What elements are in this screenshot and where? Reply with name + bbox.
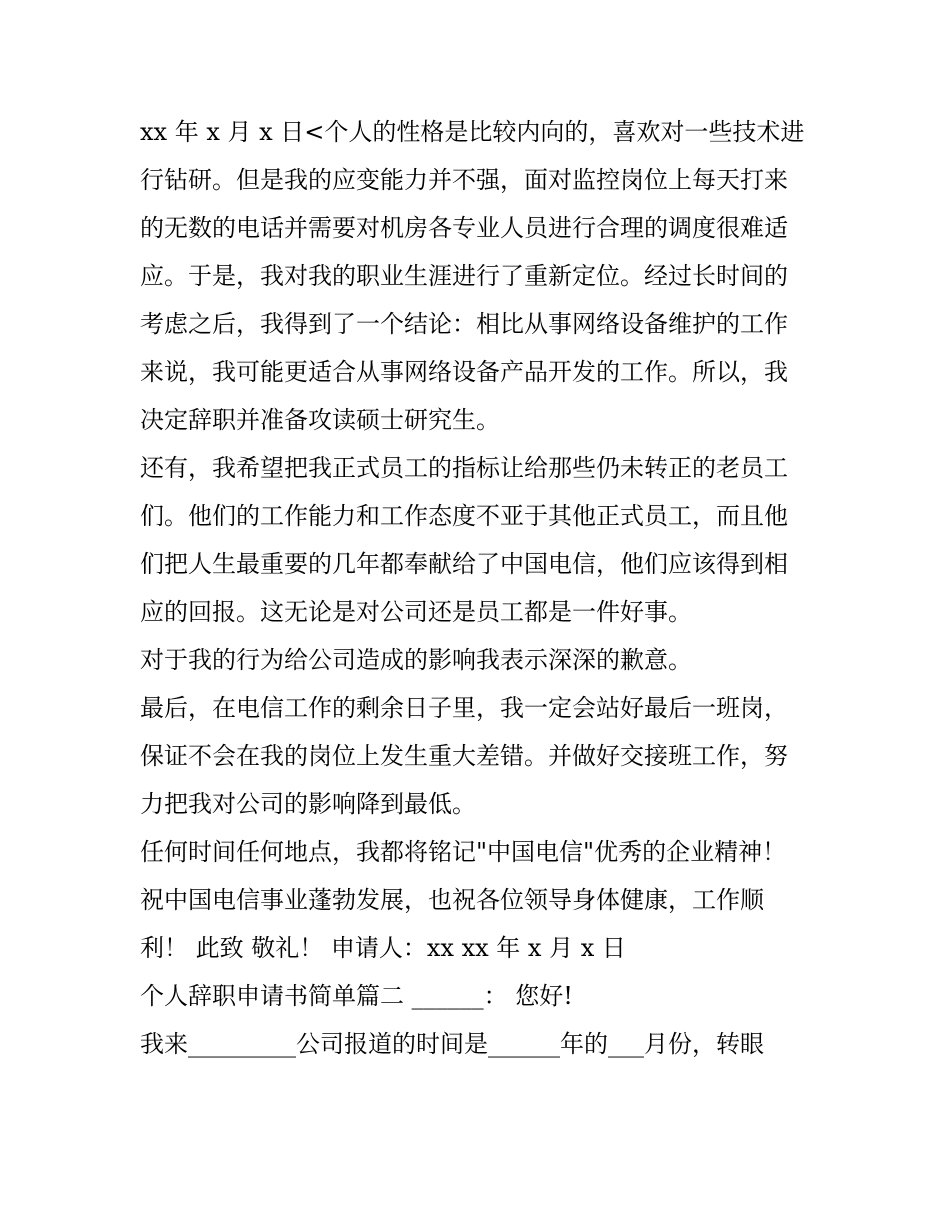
text-line: 决定辞职并准备攻读硕士研究生。 <box>140 406 500 434</box>
text-line: 对于我的行为给公司造成的影响我表示深深的歉意。 <box>140 646 692 674</box>
text-line: 利！ 此致 敬礼！ 申请人：xx xx 年 x 月 x 日 <box>140 934 626 962</box>
section-heading-line: 个人辞职申请书简单篇二 ______： 您好! <box>140 982 573 1010</box>
text-line: 的无数的电话并需要对机房各专业人员进行合理的调度很难适 <box>140 214 788 242</box>
text-line: 任何时间任何地点，我都将铭记"中国电信"优秀的企业精神！ <box>140 838 787 866</box>
text-line: 来说，我可能更适合从事网络设备产品开发的工作。所以，我 <box>140 358 788 386</box>
text-line: 祝中国电信事业蓬勃发展，也祝各位领导身体健康，工作顺 <box>140 886 764 914</box>
text-line: 们把人生最重要的几年都奉献给了中国电信，他们应该得到相 <box>140 550 788 578</box>
text-line: 保证不会在我的岗位上发生重大差错。并做好交接班工作，努 <box>140 742 788 770</box>
text-line: 考虑之后，我得到了一个结论：相比从事网络设备维护的工作 <box>140 310 788 338</box>
text-line: 还有，我希望把我正式员工的指标让给那些仍未转正的老员工 <box>140 454 788 482</box>
text-line: 最后，在电信工作的剩余日子里，我一定会站好最后一班岗， <box>140 694 788 722</box>
text-line: 们。他们的工作能力和工作态度不亚于其他正式员工，而且他 <box>140 502 788 530</box>
text-line: 我来_________公司报道的时间是______年的___月份，转眼 <box>140 1030 764 1058</box>
text-line: xx 年 x 月 x 日<个人的性格是比较内向的，喜欢对一些技术进 <box>140 118 805 146</box>
text-line: 应。于是，我对我的职业生涯进行了重新定位。经过长时间的 <box>140 262 788 290</box>
document-body <box>140 108 820 1068</box>
text-line: 力把我对公司的影响降到最低。 <box>140 790 476 818</box>
text-line: 行钻研。但是我的应变能力并不强，面对监控岗位上每天打来 <box>140 166 788 194</box>
text-line: 应的回报。这无论是对公司还是员工都是一件好事。 <box>140 598 692 626</box>
